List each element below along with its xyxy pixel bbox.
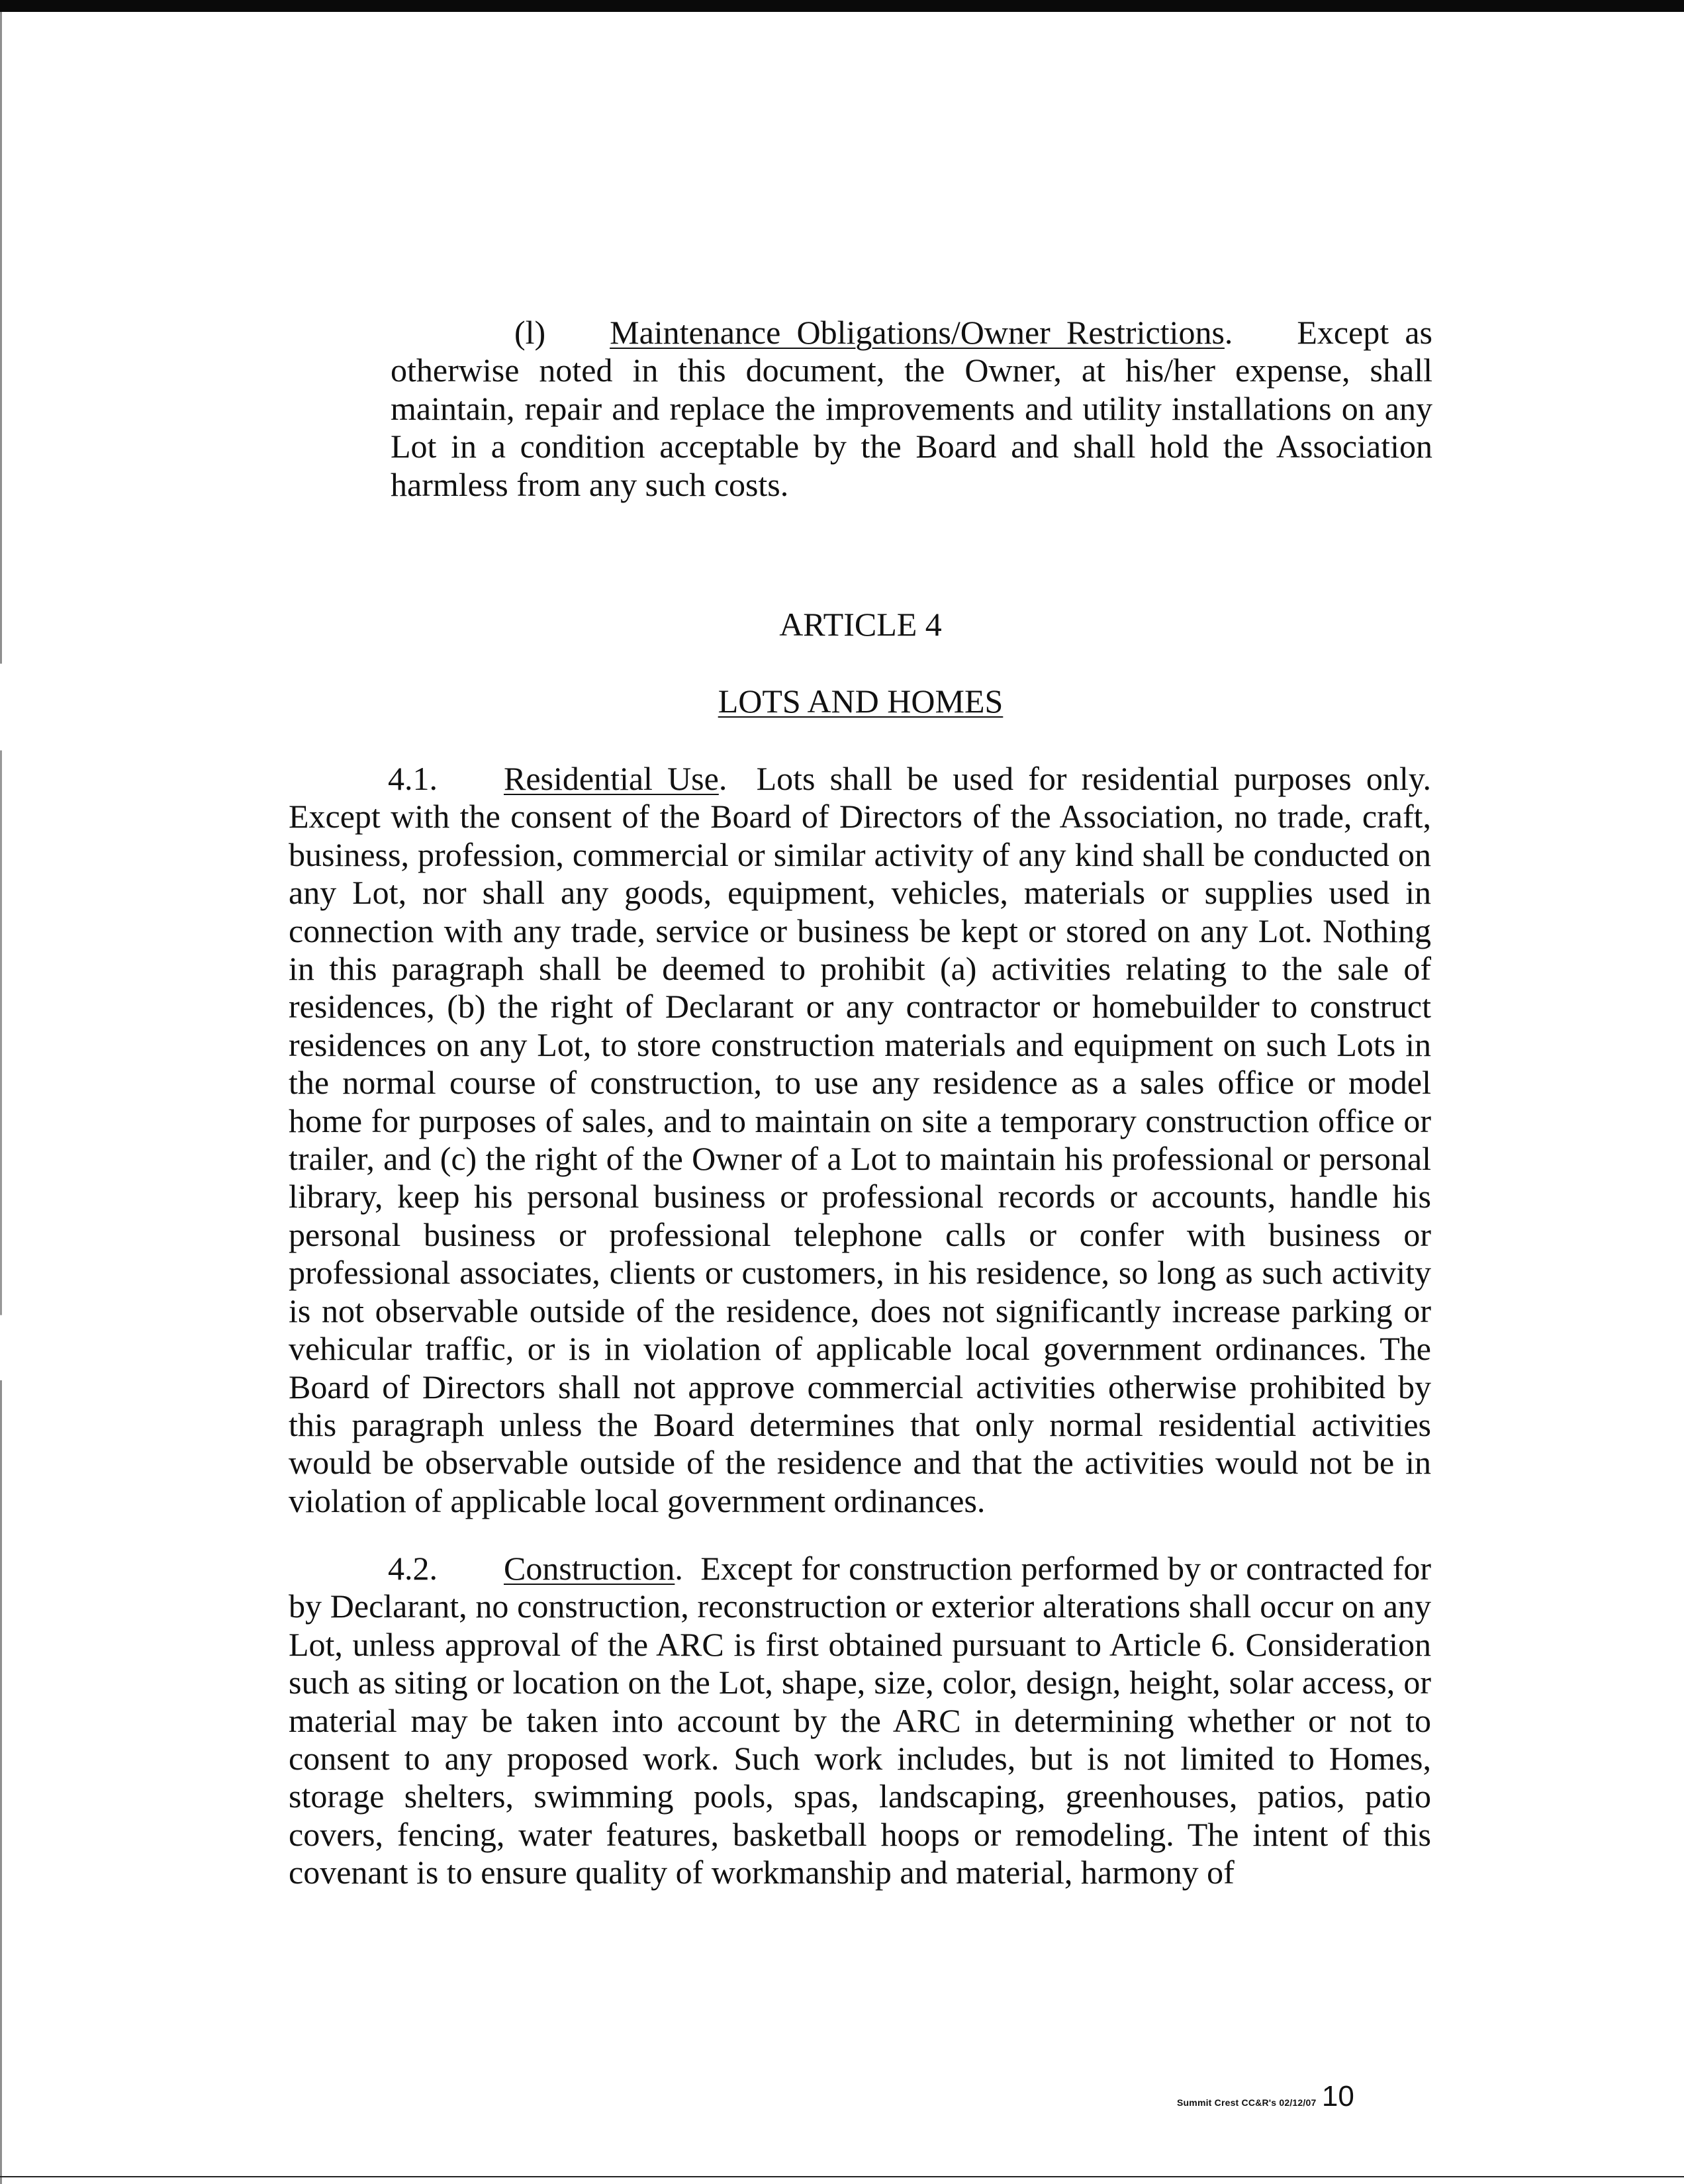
section-l-heading: Maintenance Obligations/Owner Restrictions	[610, 314, 1225, 351]
article-title: ARTICLE 4	[779, 606, 942, 643]
section-4-1-number: 4.1.	[388, 760, 438, 797]
section-4-1-heading: Residential Use	[504, 760, 719, 797]
section-4-2-heading: Construction	[504, 1550, 675, 1587]
section-l-label: (l)	[514, 314, 546, 351]
article-subtitle	[0, 683, 1684, 720]
section-l-paragraph	[391, 314, 1432, 504]
page-number: 10	[1321, 2080, 1354, 2113]
section-4-1-paragraph	[289, 760, 1431, 1520]
section-4-2-number: 4.2.	[388, 1550, 438, 1587]
page-footer	[1177, 2080, 1376, 2113]
section-l-text: Except as otherwise noted in this document, the Owner, at his/her expense, shall maintain, repair and replace the improvements and utility installations on any Lot in a condition acceptable by the Board and shall hold the Association harmless from any such costs.	[391, 314, 1433, 503]
section-l-heading-punct: .	[1224, 314, 1233, 351]
section-4-2-paragraph	[289, 1550, 1431, 1892]
scan-top-border	[0, 0, 1684, 12]
page-bottom-rule	[0, 2176, 1684, 2177]
scan-left-edge	[0, 12, 2, 2184]
section-4-1-heading-punct: .	[718, 760, 727, 797]
footer-document-reference: Summit Crest CC&R's 02/12/07	[1177, 2097, 1317, 2108]
section-4-2-heading-punct: .	[675, 1550, 683, 1587]
section-4-1-text: Lots shall be used for residential purposes only. Except with the consent of the Board of Directors of the Association, no trade, craft, business, profession, commercial or similar activity of any kind shall be conducted on any Lot, nor shall any goods, equipment, vehicles, materials or supplies used in connection with any trade, service or business be kept or stored on any Lot. Nothing in this paragraph shall be deemed to prohibit (a) activities relating to the sale of residences, (b) the right of Declarant or any contractor or homebuilder to construct residences on any Lot, to store construction materials and equipment on such Lots in the normal course of construction, to use any residence as a sales office or model home for purposes of sales, and to maintain on site a temporary construction office or trailer, and (c) the right of the Owner of a Lot to maintain his professional or personal library, keep his personal business or professional records or accounts, handle his personal business or professional telephone calls or confer with business or professional associates, clients or customers, in his residence, so long as such activity is not observable outside of the residence, does not significantly increase parking or vehicular traffic, or is in violation of applicable local government ordinances. The Board of Directors shall not approve commercial activities otherwise prohibited by this paragraph unless the Board determines that only normal residential activities would be observable outside of the residence and that the activities would not be in violation of applicable local government ordinances.	[289, 760, 1431, 1519]
article-subtitle-text: LOTS AND HOMES	[718, 683, 1004, 720]
section-4-2-text: Except for construction performed by or contracted for by Declarant, no construction, reconstruction or exterior alterations shall occur on any Lot, unless approval of the ARC is first obtained pursuant to Article 6. Consideration such as siting or location on the Lot, shape, size, color, design, height, solar access, or material may be taken into account by the ARC in determining whether or not to consent to any proposed work. Such work includes, but is not limited to Homes, storage shelters, swimming pools, spas, landscaping, greenhouses, patios, patio covers, fencing, water features, basketball hoops or remodeling. The intent of this covenant is to ensure quality of workmanship and material, harmony of	[289, 1550, 1432, 1891]
